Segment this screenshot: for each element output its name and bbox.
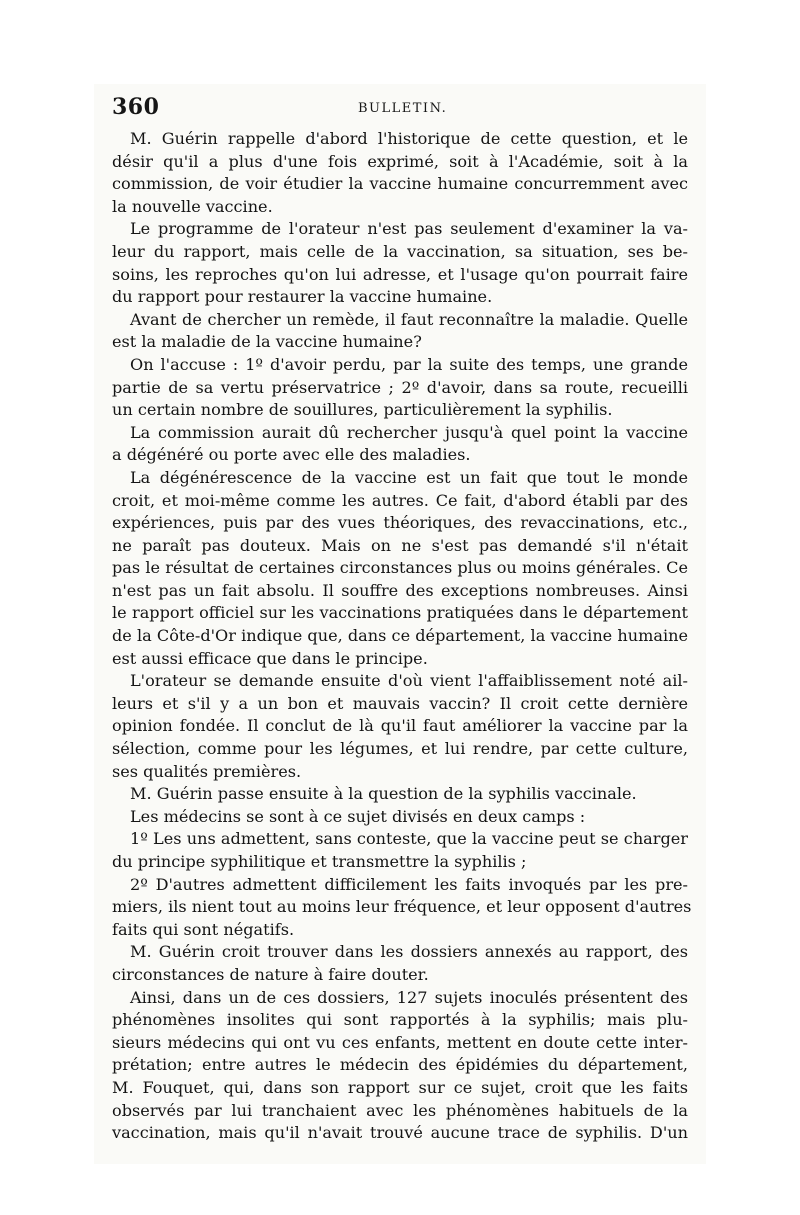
text-line: M. Guérin rappelle d'abord l'historique de cette question, et le (130, 129, 688, 148)
text-line: est la maladie de la vaccine humaine? (112, 332, 422, 352)
text-line: a dégénéré ou porte avec elle des maladies. (112, 445, 471, 465)
text-line: opinion fondée. Il conclut de là qu'il faut améliorer la vaccine par la (112, 716, 688, 736)
text-line: sélection, comme pour les légumes, et lui rendre, par cette culture, (112, 739, 688, 759)
paragraph (112, 987, 688, 1145)
text-line: Les médecins se sont à ce sujet divisés en deux camps : (130, 806, 586, 826)
text-line: est aussi efficace que dans le principe. (112, 648, 428, 668)
text-line: le rapport officiel sur les vaccinations pratiquées dans le département (112, 603, 688, 623)
text-line: ses qualités premières. (112, 761, 302, 781)
body-text (112, 128, 692, 1145)
text-line: du rapport pour restaurer la vaccine humaine. (112, 287, 493, 307)
page-number: 360 (112, 94, 160, 120)
text-line: La dégénérescence de la vaccine est un fait que tout le monde (130, 467, 688, 487)
text-line: Avant de chercher un remède, il faut reconnaître la maladie. Quelle (130, 309, 688, 329)
text-line: de la Côte-d'Or indique que, dans ce département, la vaccine humaine (112, 626, 688, 646)
text-line: partie de sa vertu préservatrice ; 2º d'avoir, dans sa route, recueilli (112, 377, 688, 397)
text-line: 2º D'autres admettent difficilement les faits invoqués par les pre- (130, 874, 688, 894)
text-line: On l'accuse : 1º d'avoir perdu, par la suite des temps, une grande (130, 354, 688, 374)
text-line: M. Fouquet, qui, dans son rapport sur ce sujet, croit que les faits (112, 1077, 688, 1097)
text-line: expériences, puis par des vues théoriques, des revaccinations, etc., (112, 513, 688, 533)
text-line: miers, ils nient tout au moins leur fréquence, et leur opposent d'autres (112, 897, 692, 917)
paragraph (112, 670, 688, 783)
text-line: la nouvelle vaccine. (112, 196, 273, 216)
text-line: soins, les reproches qu'on lui adresse, et l'usage qu'on pourrait faire (112, 264, 688, 284)
text-line: Le programme de l'orateur n'est pas seulement d'examiner la va- (130, 219, 688, 239)
paragraph (112, 806, 688, 829)
text-line: leur du rapport, mais celle de la vaccination, sa situation, ses be- (112, 241, 688, 261)
text-line: M. Guérin croit trouver dans les dossiers annexés au rapport, des (130, 942, 688, 962)
text-line: faits qui sont négatifs. (112, 919, 295, 939)
text-line: leurs et s'il y a un bon et mauvais vaccin? Il croit cette dernière (112, 693, 688, 713)
text-line: croit, et moi-même comme les autres. Ce fait, d'abord établi par des (112, 490, 688, 510)
text-line: vaccination, mais qu'il n'avait trouvé aucune trace de syphilis. D'un (112, 1123, 688, 1143)
paragraph (112, 874, 692, 942)
text-line: L'orateur se demande ensuite d'où vient l'affaiblissement noté ail- (130, 671, 688, 691)
paragraph (112, 128, 688, 218)
text-line: désir qu'il a plus d'une fois exprimé, soit à l'Académie, soit à la (112, 151, 688, 171)
page-header (112, 94, 688, 122)
text-line: du principe syphilitique et transmettre la syphilis ; (112, 852, 527, 871)
paragraph (112, 783, 688, 806)
text-line: un certain nombre de souillures, particulièrement la syphilis. (112, 400, 613, 420)
running-head: BULLETIN. (358, 101, 448, 116)
text-line: observés par lui tranchaient avec les phénomènes habituels de la (112, 1100, 688, 1120)
text-line: sieurs médecins qui ont vu ces enfants, mettent en doute cette inter- (112, 1032, 688, 1052)
text-line: prétation; entre autres le médecin des épidémies du département, (112, 1055, 688, 1075)
text-line: La commission aurait dû rechercher jusqu'à quel point la vaccine (130, 422, 688, 442)
text-line: M. Guérin passe ensuite à la question de la syphilis vaccinale. (130, 784, 637, 804)
text-line: n'est pas un fait absolu. Il souffre des exceptions nombreuses. Ainsi (112, 580, 688, 600)
paragraph (112, 828, 688, 873)
text-line: phénomènes insolites qui sont rapportés à la syphilis; mais plu- (112, 1010, 688, 1030)
text-line: circonstances de nature à faire douter. (112, 964, 429, 984)
paragraph (112, 941, 688, 986)
text-line: 1º Les uns admettent, sans conteste, que la vaccine peut se charger (130, 829, 688, 849)
paragraph (112, 422, 688, 467)
paragraph (112, 309, 688, 354)
paragraph (112, 467, 688, 670)
text-line: ne paraît pas douteux. Mais on ne s'est pas demandé s'il n'était (112, 535, 688, 555)
paragraph (112, 354, 688, 422)
text-line: Ainsi, dans un de ces dossiers, 127 sujets inoculés présentent des (130, 987, 688, 1007)
paragraph (112, 218, 688, 308)
text-line: pas le résultat de certaines circonstances plus ou moins générales. Ce (112, 558, 688, 578)
text-line: commission, de voir étudier la vaccine humaine concurremment avec (112, 174, 688, 194)
